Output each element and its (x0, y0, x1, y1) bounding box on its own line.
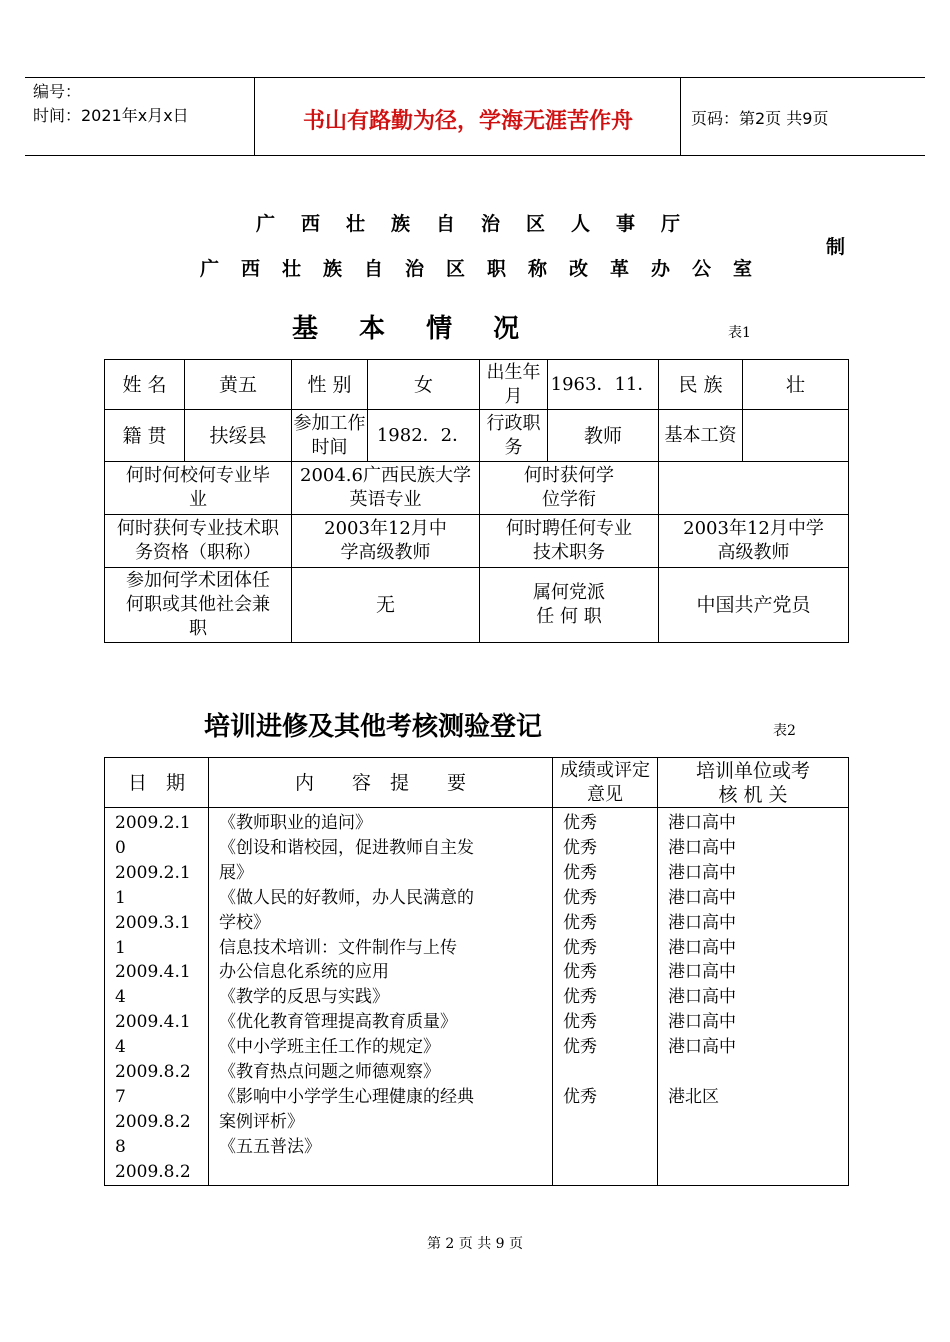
degree-label: 何时获何学位学衔 (480, 462, 659, 515)
result-column (553, 808, 658, 1186)
basic-section-title: 基 本 情 况 (292, 314, 536, 344)
content-line: 展》 (219, 862, 253, 883)
graduation-label: 何时何校何专业毕 业 (105, 462, 292, 515)
header-motto: 书山有路勤为径，学海无涯苦作舟 (302, 108, 633, 134)
unit-line: 港口高中 (668, 912, 736, 933)
content-line: 办公信息化系统的应用 (219, 962, 389, 983)
result-line: 优秀 (563, 1012, 597, 1033)
content-line: 信息技术培训：文件制作与上传 (219, 937, 457, 958)
result-line: 优秀 (563, 962, 597, 983)
content-line: 《教师职业的追问》 (219, 813, 372, 833)
code-label: 编号： (33, 82, 82, 101)
base-salary-label: 基本工资 (659, 410, 743, 462)
unit-line (668, 1060, 848, 1085)
unit-column (658, 808, 849, 1186)
training-section-title: 培训进修及其他考核测验登记 (204, 712, 543, 742)
date-line: 0 (115, 837, 126, 858)
org-line-1: 广西壮族自治区人事厅 (256, 213, 707, 235)
result-line: 优秀 (563, 887, 597, 908)
result-line: 优秀 (563, 987, 597, 1008)
title-appointment-label: 何时聘任何专业技术职务 (480, 515, 659, 568)
work-start-label: 参加工作时间 (292, 410, 368, 462)
gender-label: 性 别 (292, 360, 368, 410)
graduation-value: 2004.6广西民族大学英语专业 (292, 462, 480, 515)
date-line: 4 (115, 1037, 126, 1058)
party-label: 属何党派任 何 职 (480, 568, 659, 643)
date-line: 2009.4.1 (115, 962, 191, 983)
time-label: 时间：2021年x月x日 (33, 106, 189, 125)
content-line: 《教育热点问题之师德观察》 (219, 1062, 440, 1083)
name-label: 姓 名 (105, 360, 185, 410)
result-line: 优秀 (563, 937, 597, 958)
header-page-info: 页码：第2页 共9页 (691, 109, 829, 128)
result-line: 优秀 (563, 862, 597, 883)
date-line: 1 (115, 937, 126, 958)
admin-position-label: 行政职务 (480, 410, 548, 462)
content-line: 《五五普法》 (219, 1136, 321, 1157)
unit-line: 港口高中 (668, 887, 736, 908)
society-value: 无 (292, 568, 480, 643)
unit-line: 港口高中 (668, 837, 736, 858)
training-table (104, 757, 849, 1186)
party-value: 中国共产党员 (659, 568, 849, 643)
degree-value (659, 462, 849, 515)
origin-label: 籍 贯 (105, 410, 185, 462)
content-line: 《影响中小学学生心理健康的经典 (219, 1086, 474, 1107)
date-line: 2009.8.2 (115, 1161, 191, 1182)
content-column (209, 808, 553, 1186)
header-divider (680, 77, 681, 155)
header-date: 日 期 (105, 758, 209, 808)
title-qualification-label: 何时获何专业技术职务资格（职称） (105, 515, 292, 568)
result-line: 优秀 (563, 1037, 597, 1058)
date-line: 2009.4.1 (115, 1012, 191, 1033)
society-label: 参加何学术团体任何职或其他社会兼职 (105, 568, 292, 643)
unit-line: 港口高中 (668, 862, 736, 883)
ethnicity-value: 壮 (743, 360, 849, 410)
date-line: 2009.8.2 (115, 1062, 191, 1083)
result-line (563, 1060, 657, 1085)
base-salary-value (743, 410, 849, 462)
content-line: 《中小学班主任工作的规定》 (219, 1037, 440, 1058)
result-line: 优秀 (563, 813, 597, 833)
title-appointment-value: 2003年12月中学高级教师 (659, 515, 849, 568)
admin-position-value: 教师 (548, 410, 659, 462)
date-line: 2009.2.1 (115, 862, 191, 883)
content-line: 《做人民的好教师，办人民满意的 (219, 887, 474, 908)
unit-line: 港口高中 (668, 937, 736, 958)
training-table-number: 表2 (773, 723, 796, 739)
name-value: 黄五 (185, 360, 292, 410)
org-made-label: 制 (826, 236, 846, 258)
unit-line: 港北区 (668, 1086, 719, 1107)
unit-line: 港口高中 (668, 987, 736, 1008)
work-start-value: 1982．2． (368, 410, 480, 462)
org-line-2: 广西壮族自治区职称改革办公室 (200, 258, 775, 280)
date-line: 2009.2.1 (115, 813, 191, 833)
date-line: 4 (115, 987, 126, 1008)
date-column (105, 808, 209, 1186)
unit-line: 港口高中 (668, 962, 736, 983)
content-line: 学校》 (219, 912, 270, 933)
unit-line: 港口高中 (668, 1012, 736, 1033)
date-line: 7 (115, 1086, 126, 1107)
basic-info-table (104, 359, 849, 643)
birth-value: 1963．11． (548, 360, 659, 410)
birth-label: 出生年月 (480, 360, 548, 410)
header-divider (254, 77, 255, 155)
unit-line: 港口高中 (668, 813, 736, 833)
date-line: 8 (115, 1136, 126, 1157)
content-line: 《创设和谐校园，促进教师自主发 (219, 837, 474, 858)
header-bottom-rule (25, 155, 925, 156)
ethnicity-label: 民 族 (659, 360, 743, 410)
footer-page-number: 第 2 页 共 9 页 (426, 1236, 524, 1252)
header-meta (33, 80, 189, 128)
date-line: 2009.8.2 (115, 1111, 191, 1132)
date-line: 1 (115, 887, 126, 908)
header-top-rule (25, 77, 925, 78)
gender-value: 女 (368, 360, 480, 410)
header-result: 成绩或评定意见 (553, 758, 658, 808)
content-line: 《教学的反思与实践》 (219, 987, 389, 1008)
content-line: 《优化教育管理提高教育质量》 (219, 1012, 457, 1033)
content-line: 案例评析》 (219, 1111, 304, 1132)
origin-value: 扶绥县 (185, 410, 292, 462)
date-line: 2009.3.1 (115, 912, 191, 933)
header-unit: 培训单位或考 核 机 关 (658, 758, 849, 808)
basic-table-number: 表1 (728, 325, 751, 341)
unit-line: 港口高中 (668, 1037, 736, 1058)
result-line: 优秀 (563, 1086, 597, 1107)
result-line: 优秀 (563, 912, 597, 933)
header-content: 内 容 提 要 (209, 758, 553, 808)
title-qualification-value: 2003年12月中学高级教师 (292, 515, 480, 568)
result-line: 优秀 (563, 837, 597, 858)
